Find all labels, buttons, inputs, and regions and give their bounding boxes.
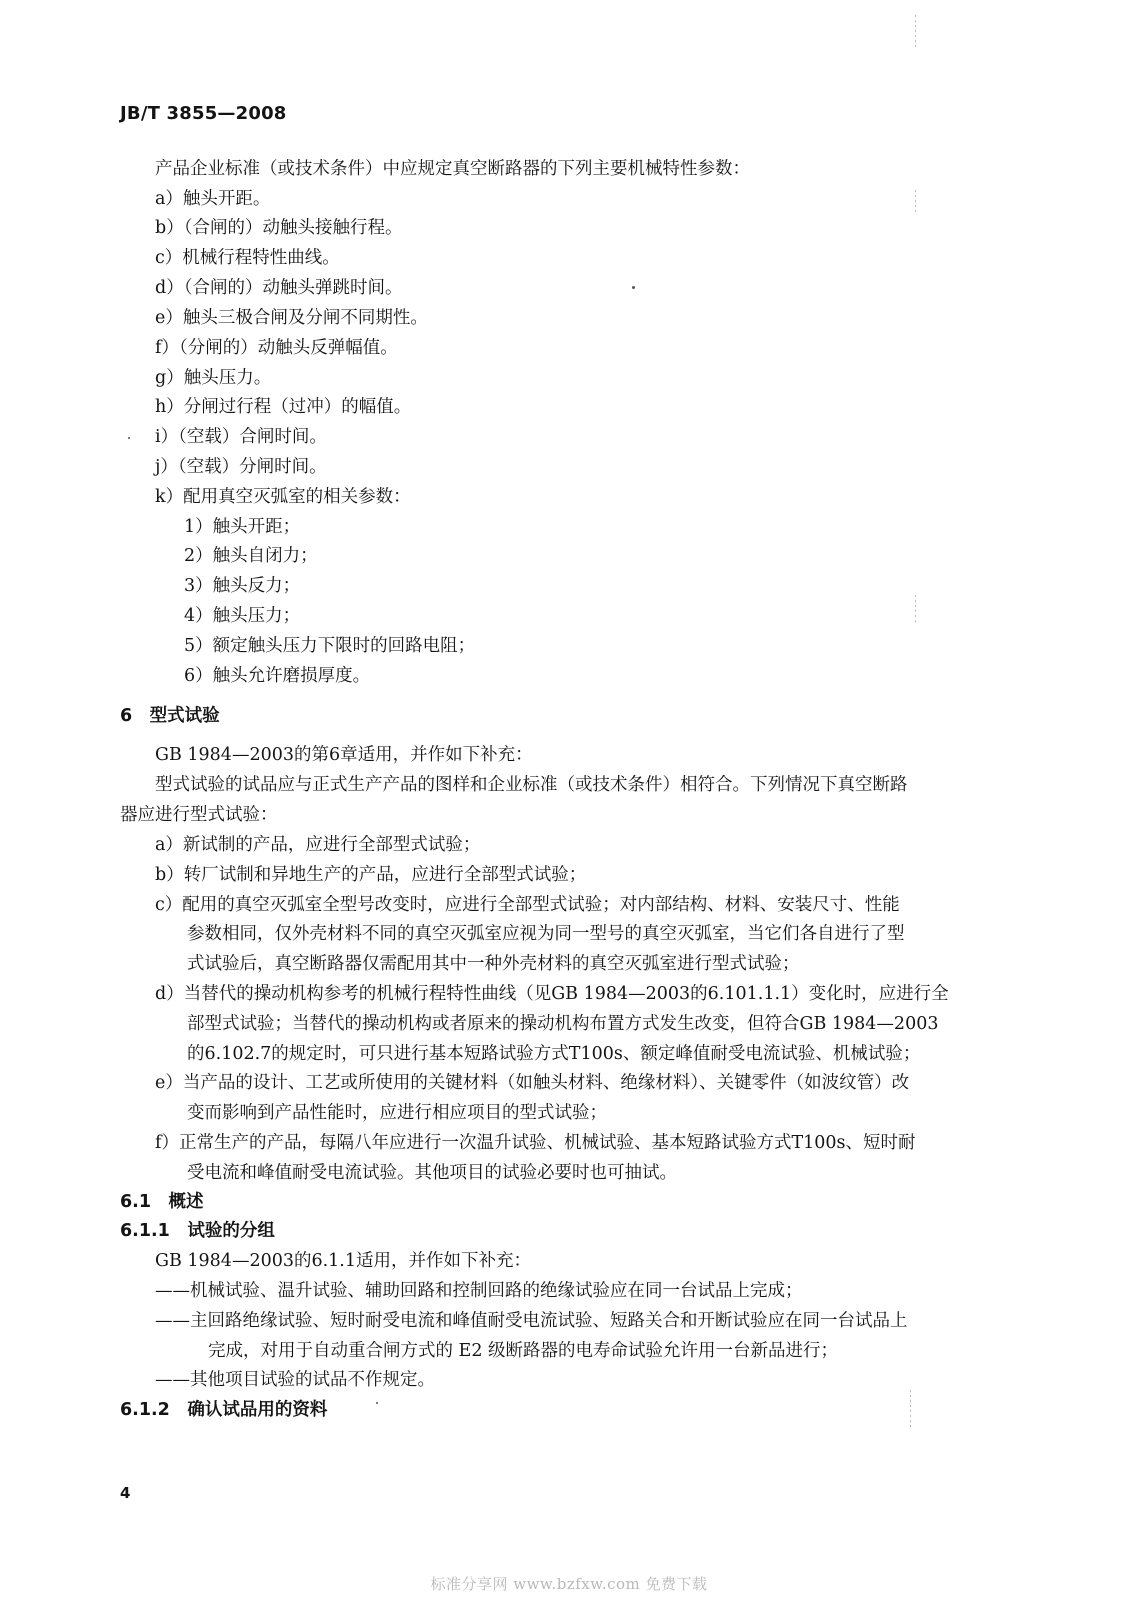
list-item-continuation: 式试验后，真空断路器仅需配用其中一种外壳材料的真空灭弧室进行型式试验； <box>187 954 800 974</box>
list-item-continuation: 变而影响到产品性能时，应进行相应项目的型式试验； <box>187 1103 607 1123</box>
list-item: d）（合闸的）动触头弹跳时间。 <box>155 278 403 298</box>
list-item: a）新试制的产品，应进行全部型式试验； <box>155 835 481 855</box>
scan-edge-mark <box>910 1390 911 1430</box>
paragraph: GB 1984—2003的6.1.1适用，并作如下补充： <box>155 1251 532 1271</box>
list-item: e）当产品的设计、工艺或所使用的关键材料（如触头材料、绝缘材料）、关键零件（如波纹管）改 <box>155 1073 910 1093</box>
sub-list-item: 2）触头自闭力； <box>184 546 318 566</box>
scan-edge-mark <box>915 595 916 625</box>
list-item: k）配用真空灭弧室的相关参数： <box>155 487 411 507</box>
scan-edge-mark <box>915 190 916 215</box>
list-item-continuation: 参数相同，仅外壳材料不同的真空灭弧室应视为同一型号的真空灭弧室，当它们各自进行了型 <box>187 924 905 944</box>
list-item: e）触头三极合闸及分闸不同期性。 <box>155 308 428 328</box>
scan-speck <box>632 286 635 289</box>
list-item-continuation: 的6.102.7的规定时，可只进行基本短路试验方式T100s、额定峰值耐受电流试验、机械试验； <box>187 1044 921 1064</box>
list-item: c）配用的真空灭弧室全型号改变时，应进行全部型式试验；对内部结构、材料、安装尺寸、性能 <box>155 895 900 915</box>
subsection-heading: 6.1.1 试验的分组 <box>120 1221 275 1241</box>
list-item: i）（空载）合闸时间。 <box>155 427 327 447</box>
sub-list-item: 4）触头压力； <box>184 606 301 626</box>
list-item: d）当替代的操动机构参考的机械行程特性曲线（见GB 1984—2003的6.101.1.1）变化时，应进行全 <box>155 984 949 1004</box>
dash-list-item: ——机械试验、温升试验、辅助回路和控制回路的绝缘试验应在同一台试品上完成； <box>155 1281 803 1301</box>
dash-list-item-continuation: 完成，对用于自动重合闸方式的 E2 级断路器的电寿命试验允许用一台新品进行； <box>208 1341 839 1361</box>
list-item-continuation: 受电流和峰值耐受电流试验。其他项目的试验必要时也可抽试。 <box>187 1163 677 1183</box>
section-heading: 6 型式试验 <box>120 706 220 726</box>
scan-speck <box>376 1402 378 1404</box>
page-number: 4 <box>120 1484 131 1502</box>
list-item: a）触头开距。 <box>155 189 271 209</box>
scan-speck <box>128 437 130 439</box>
section-heading: 6.1 概述 <box>120 1192 204 1212</box>
standard-number-header: JB/T 3855—2008 <box>120 103 287 124</box>
list-item: f）（分闸的）动触头反弹幅值。 <box>155 338 398 358</box>
sub-list-item: 6）触头允许磨损厚度。 <box>184 666 371 686</box>
list-item: b）（合闸的）动触头接触行程。 <box>155 218 403 238</box>
scan-edge-mark <box>915 15 916 50</box>
list-item: g）触头压力。 <box>155 368 272 388</box>
subsection-heading: 6.1.2 确认试品用的资料 <box>120 1400 328 1420</box>
list-item: f）正常生产的产品，每隔八年应进行一次温升试验、机械试验、基本短路试验方式T100s、短时耐 <box>155 1133 916 1153</box>
paragraph: 产品企业标准（或技术条件）中应规定真空断路器的下列主要机械特性参数： <box>155 159 750 179</box>
paragraph: 器应进行型式试验： <box>120 805 278 825</box>
paragraph: 型式试验的试品应与正式生产产品的图样和企业标准（或技术条件）相符合。下列情况下真空断路 <box>155 775 908 795</box>
watermark-footer: 标准分享网 www.bzfxw.com 免费下载 <box>430 1575 708 1593</box>
sub-list-item: 1）触头开距； <box>184 517 301 537</box>
dash-list-item: ——主回路绝缘试验、短时耐受电流和峰值耐受电流试验、短路关合和开断试验应在同一台试品上 <box>155 1311 908 1331</box>
list-item: c）机械行程特性曲线。 <box>155 248 340 268</box>
list-item: h）分闸过行程（过冲）的幅值。 <box>155 397 412 417</box>
list-item-continuation: 部型式试验；当替代的操动机构或者原来的操动机构布置方式发生改变，但符合GB 1984—2003 <box>187 1014 939 1034</box>
list-item: b）转厂试制和异地生产的产品，应进行全部型式试验； <box>155 865 587 885</box>
sub-list-item: 3）触头反力； <box>184 576 301 596</box>
paragraph: GB 1984—2003的第6章适用，并作如下补充： <box>155 745 533 765</box>
dash-list-item: ——其他项目试验的试品不作规定。 <box>155 1370 435 1390</box>
sub-list-item: 5）额定触头压力下限时的回路电阻； <box>184 636 476 656</box>
list-item: j）（空载）分闸时间。 <box>155 457 327 477</box>
